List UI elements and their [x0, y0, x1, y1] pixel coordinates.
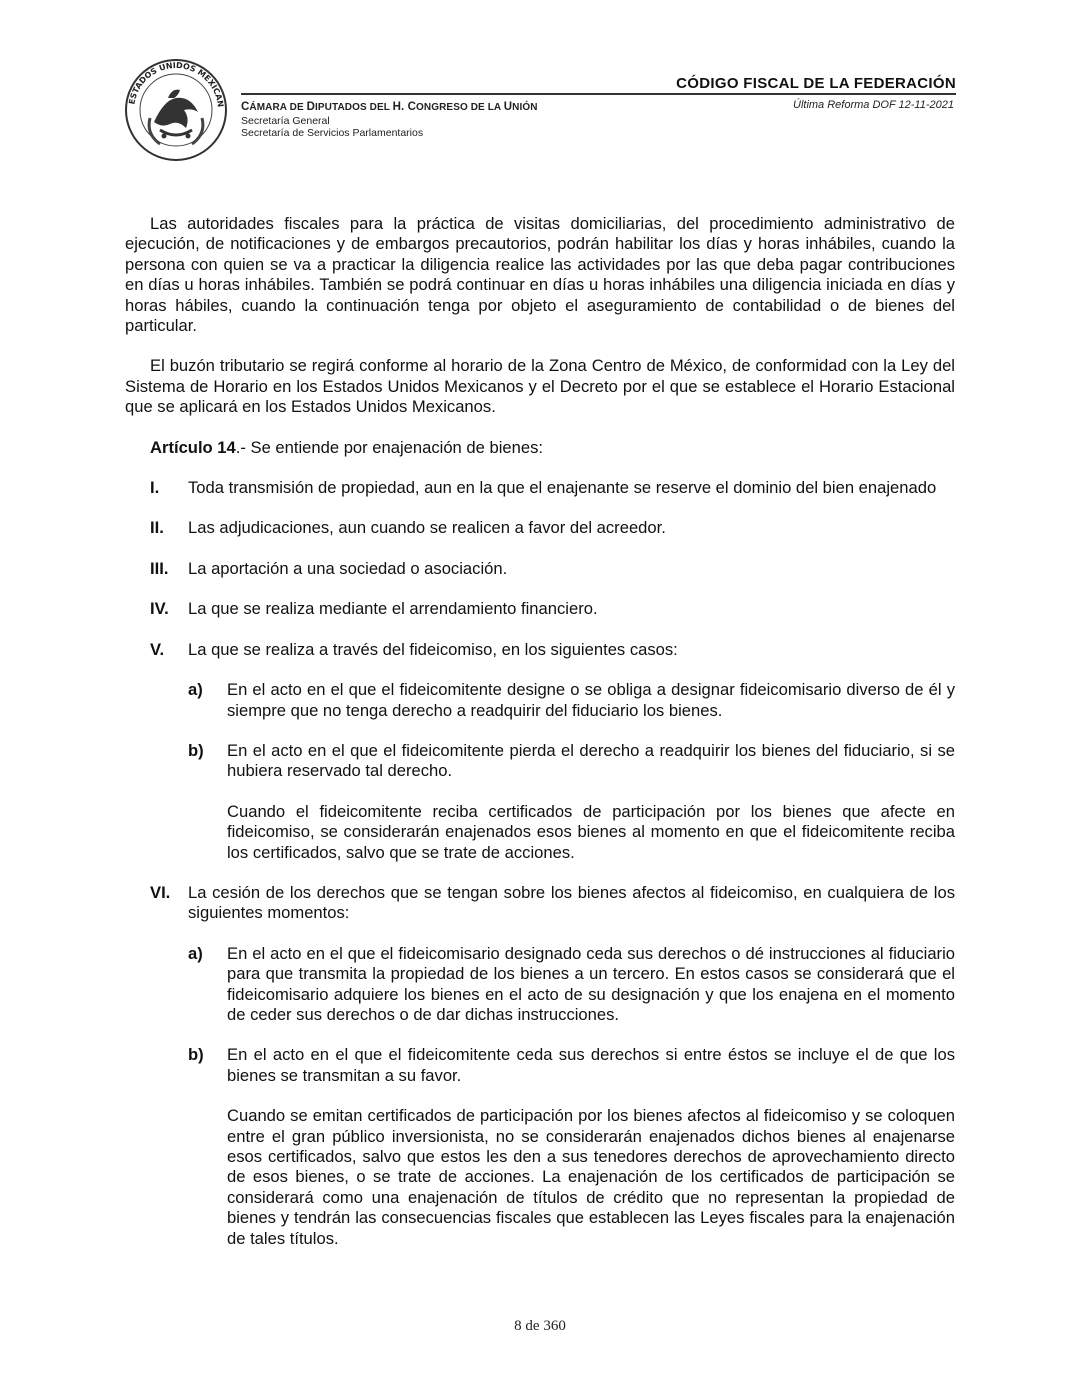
- article-text: .- Se entiende por enajenación de bienes:: [235, 437, 543, 457]
- list-item-number: V.: [150, 639, 165, 659]
- svg-text:ESTADOS UNIDOS MEXICANOS: ESTADOS UNIDOS MEXICAN: [127, 60, 225, 108]
- sub-item: [125, 1045, 955, 1086]
- sub-item-text: En el acto en el que el fideicomitente ceda sus derechos si entre éstos se incluye el de que los bienes se transmitan a su favor.: [227, 1045, 955, 1085]
- list-item-number: VI.: [150, 882, 171, 902]
- list-item-text: La aportación a una sociedad o asociación.: [188, 558, 508, 578]
- sub-item-text: En el acto en el que el fideicomitente pierda el derecho a readquirir los bienes del fiduciario, si se hubiera reservado tal derecho.: [227, 740, 955, 781]
- document-title: CÓDIGO FISCAL DE LA FEDERACIÓN: [676, 75, 956, 92]
- list-item-text: La cesión de los derechos que se tengan sobre los bienes afectos al fideicomiso, en cualquiera de los siguientes momentos:: [188, 882, 955, 923]
- sub-item-letter: a): [188, 943, 203, 963]
- list-item-text: La que se realiza a través del fideicomiso, en los siguientes casos:: [188, 639, 678, 659]
- list-item: [125, 478, 955, 498]
- sub-item-text: En el acto en el que el fideicomitente designe o se obliga a designar fideicomisario diverso de él y siempre que no tenga derecho a readquirir del fiduciario los bienes.: [227, 680, 955, 720]
- list-item-text: Toda transmisión de propiedad, aun en la que el enajenante se reserve el dominio del bien enajenado: [188, 478, 937, 498]
- institution-name: CÁMARA DE DIPUTADOS DEL H. CONGRESO DE LA UNIÓN: [241, 101, 538, 113]
- list-item-text: La que se realiza mediante el arrendamiento financiero.: [188, 599, 598, 619]
- article-label: Artículo 14: [150, 437, 236, 457]
- institution-service: Secretaría de Servicios Parlamentarios: [241, 127, 424, 139]
- sub-item-letter: b): [188, 1045, 204, 1065]
- sub-item-text: En el acto en el que el fideicomisario designado ceda sus derechos o dé instrucciones al fiduciario para que transmita la propiedad de los bienes a un tercero. En estos casos se considerará que el fideicomisario adquiere los bienes en el acto de su designación y que los enajena en el momento de ceder sus derechos o de dar dichas instrucciones.: [227, 943, 955, 1024]
- sub-note: Cuando se emitan certificados de participación por los bienes afectos al fideicomiso y se coloquen entre el gran público inversionista, no se considerarán enajenados dichos bienes al enajenarse esos certificados, salvo que estos les den a sus tenedores derechos de aprovechamiento directo de esos bienes, o se trate de acciones. La enajenación de los certificados de participación se considerará como una enajenación de títulos de crédito que no representan la propiedad de bienes y tendrán las consecuencias fiscales que establecen las Leyes fiscales para la enajenación de tales títulos.: [227, 1106, 955, 1248]
- sub-note: Cuando el fideicomitente reciba certificados de participación por los bienes que afecte en fideicomiso, se considerarán enajenados esos bienes al momento en que el fideicomitente reciba los certificados, salvo que se trate de acciones.: [227, 801, 955, 862]
- list-item-number: II.: [150, 518, 164, 538]
- page-number: 8 de 360: [514, 1318, 566, 1334]
- list-item-number: I.: [150, 478, 160, 498]
- document-body: [125, 214, 955, 1269]
- list-item-number: IV.: [150, 599, 169, 619]
- list-item-text: Las adjudicaciones, aun cuando se realicen a favor del acreedor.: [188, 518, 666, 538]
- last-reform-date: Última Reforma DOF 12-11-2021: [793, 99, 954, 111]
- institution-block: [241, 101, 538, 140]
- list-item: [125, 518, 955, 538]
- article-heading: [150, 438, 955, 458]
- list-item: [125, 883, 955, 924]
- list-item: [125, 640, 955, 660]
- sub-item-letter: a): [188, 680, 203, 700]
- coat-of-arms-seal-icon: [124, 58, 228, 162]
- institution-secretariat: Secretaría General: [241, 114, 330, 127]
- list-item-number: III.: [150, 558, 169, 578]
- paragraph: El buzón tributario se regirá conforme al horario de la Zona Centro de México, de conformidad con la Ley del Sistema de Horario en los Estados Unidos Mexicanos y el Decreto por el que se establece el Horario Estacional que se aplicará en los Estados Unidos Mexicanos.: [125, 356, 955, 417]
- sub-item: [125, 944, 955, 1026]
- sub-item-letter: b): [188, 740, 204, 760]
- list-item: [125, 599, 955, 619]
- sub-item: [125, 741, 955, 782]
- paragraph: Las autoridades fiscales para la práctica de visitas domiciliarias, del procedimiento administrativo de ejecución, de notificaciones y de embargos precautorios, podrán habilitar los días y horas inhábiles, cuando la persona con quien se va a practicar la diligencia realice las actividades por las que deba pagar contribuciones en días u horas inhábiles. También se podrá continuar en días u horas inhábiles una diligencia iniciada en días y horas hábiles, cuando la continuación tenga por objeto el aseguramiento de contabilidad o de bienes del particular.: [125, 214, 955, 336]
- list-item: [125, 559, 955, 579]
- sub-item: [125, 680, 955, 721]
- header-divider: [241, 93, 956, 95]
